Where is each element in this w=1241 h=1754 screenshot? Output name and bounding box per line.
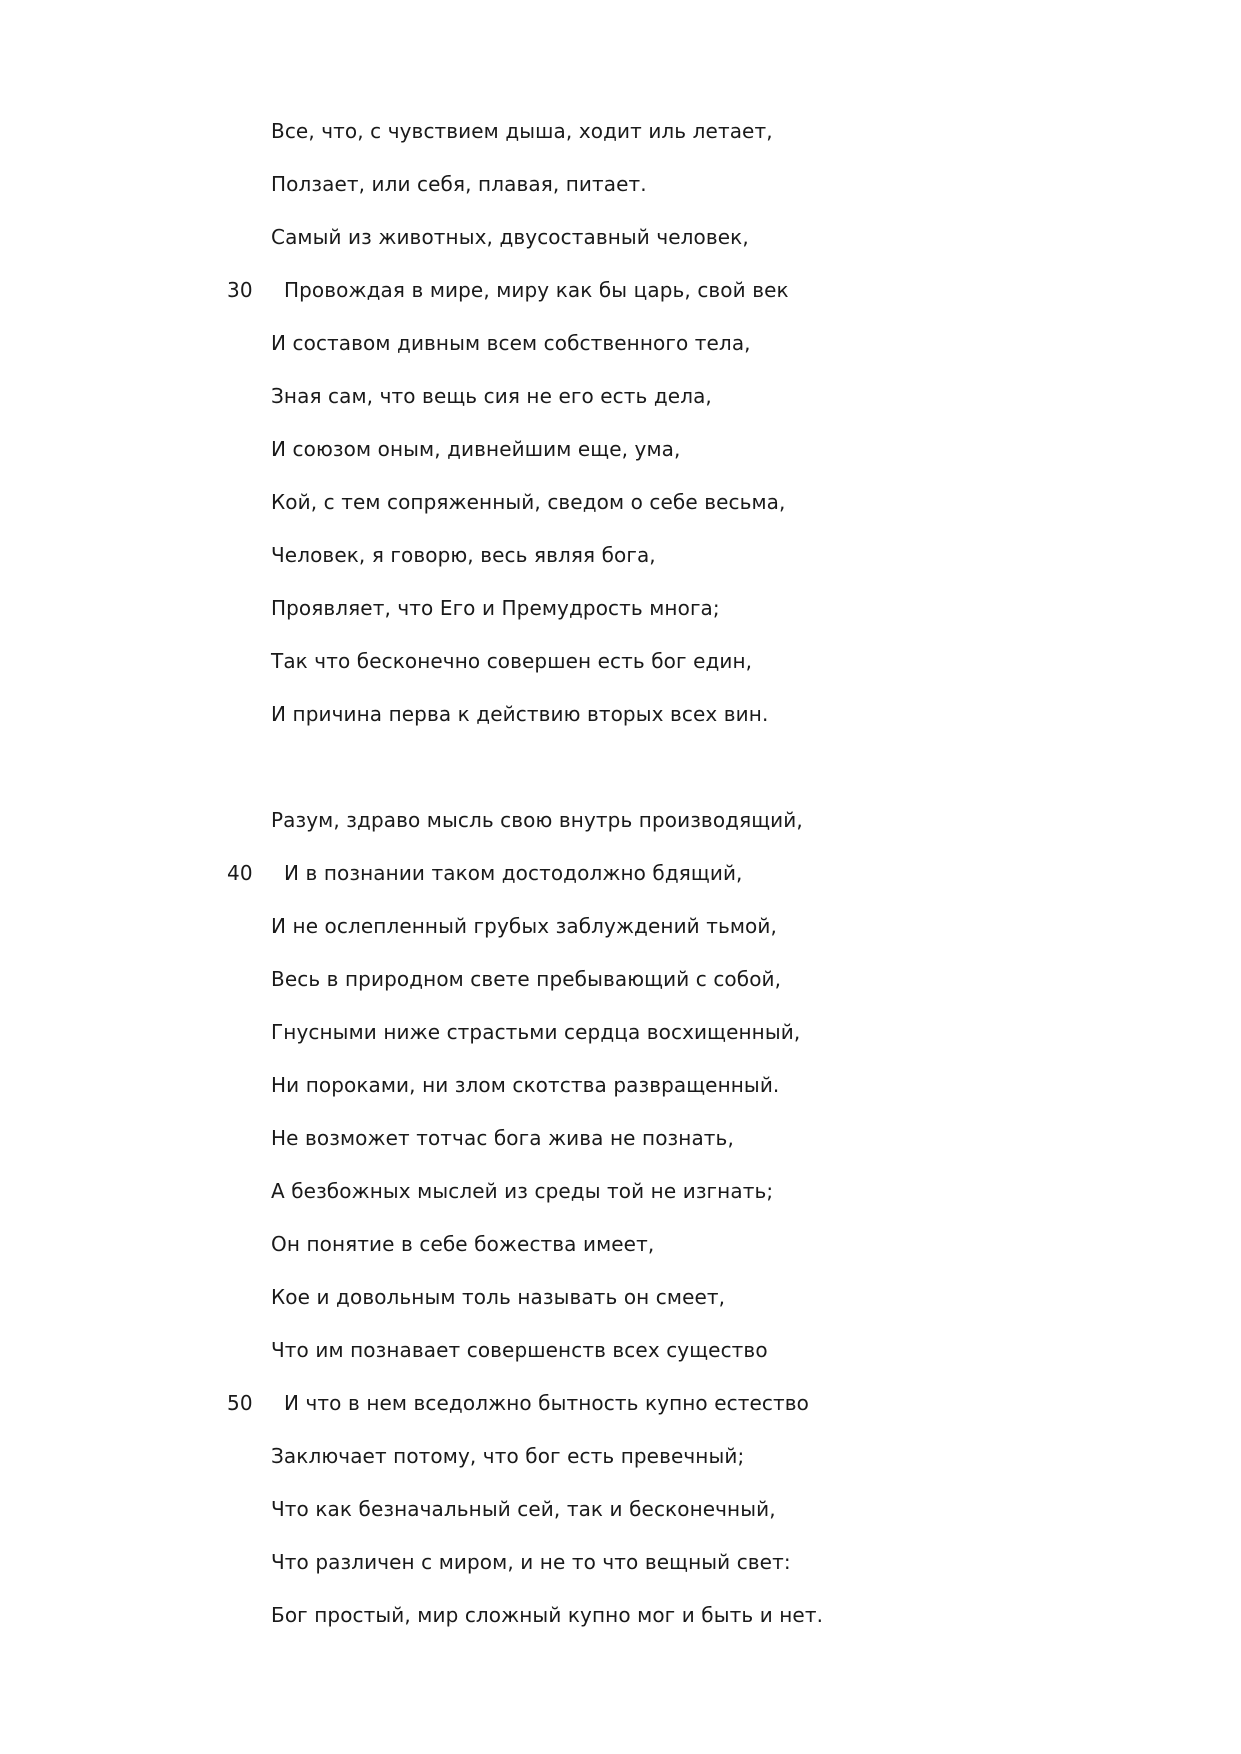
verse-text: А безбожных мыслей из среды той не изгнать; bbox=[271, 1179, 774, 1203]
verse-text: Что им познавает совершенств всех существо bbox=[271, 1338, 768, 1362]
verse-text: Так что бесконечно совершен есть бог един, bbox=[271, 649, 753, 673]
line-number: 30 bbox=[227, 278, 253, 302]
verse-text: Он понятие в себе божества имеет, bbox=[271, 1232, 655, 1256]
verse-text: И в познании таком достодолжно бдящий, bbox=[284, 861, 743, 885]
verse-text: Заключает потому, что бог есть превечный; bbox=[271, 1444, 745, 1468]
verse-text: И что в нем вседолжно бытность купно естество bbox=[284, 1391, 809, 1415]
line-number: 40 bbox=[227, 861, 253, 885]
line-number: 50 bbox=[227, 1391, 253, 1415]
verse-text: Гнусными ниже страстьми сердца восхищенный, bbox=[271, 1020, 801, 1044]
verse-text: И причина перва к действию вторых всех вин. bbox=[271, 702, 769, 726]
verse-text: И союзом оным, дивнейшим еще, ума, bbox=[271, 437, 681, 461]
verse-text: Самый из животных, двусоставный человек, bbox=[271, 225, 749, 249]
verse-text: Что различен с миром, и не то что вещный свет: bbox=[271, 1550, 791, 1574]
verse-text: Провождая в мире, миру как бы царь, свой век bbox=[284, 278, 789, 302]
verse-text: Все, что, с чувствием дыша, ходит иль летает, bbox=[271, 119, 773, 143]
verse-text: Проявляет, что Его и Премудрость многа; bbox=[271, 596, 720, 620]
verse-text: Разум, здраво мысль свою внутрь производящий, bbox=[271, 808, 803, 832]
verse-text: Ни пороками, ни злом скотства развращенный. bbox=[271, 1073, 780, 1097]
verse-text: Зная сам, что вещь сия не его есть дела, bbox=[271, 384, 712, 408]
verse-text: И составом дивным всем собственного тела, bbox=[271, 331, 751, 355]
verse-text: Что как безначальный сей, так и бесконечный, bbox=[271, 1497, 776, 1521]
verse-text: Кой, с тем сопряженный, сведом о себе весьма, bbox=[271, 490, 786, 514]
verse-text: Кое и довольным толь называть он смеет, bbox=[271, 1285, 726, 1309]
verse-text: И не ослепленный грубых заблуждений тьмой, bbox=[271, 914, 777, 938]
verse-text: Весь в природном свете пребывающий с собой, bbox=[271, 967, 782, 991]
verse-text: Бог простый, мир сложный купно мог и быть и нет. bbox=[271, 1603, 824, 1627]
verse-text: Не возможет тотчас бога жива не познать, bbox=[271, 1126, 734, 1150]
verse-text: Ползает, или себя, плавая, питает. bbox=[271, 172, 647, 196]
verse-text: Человек, я говорю, весь являя бога, bbox=[271, 543, 656, 567]
